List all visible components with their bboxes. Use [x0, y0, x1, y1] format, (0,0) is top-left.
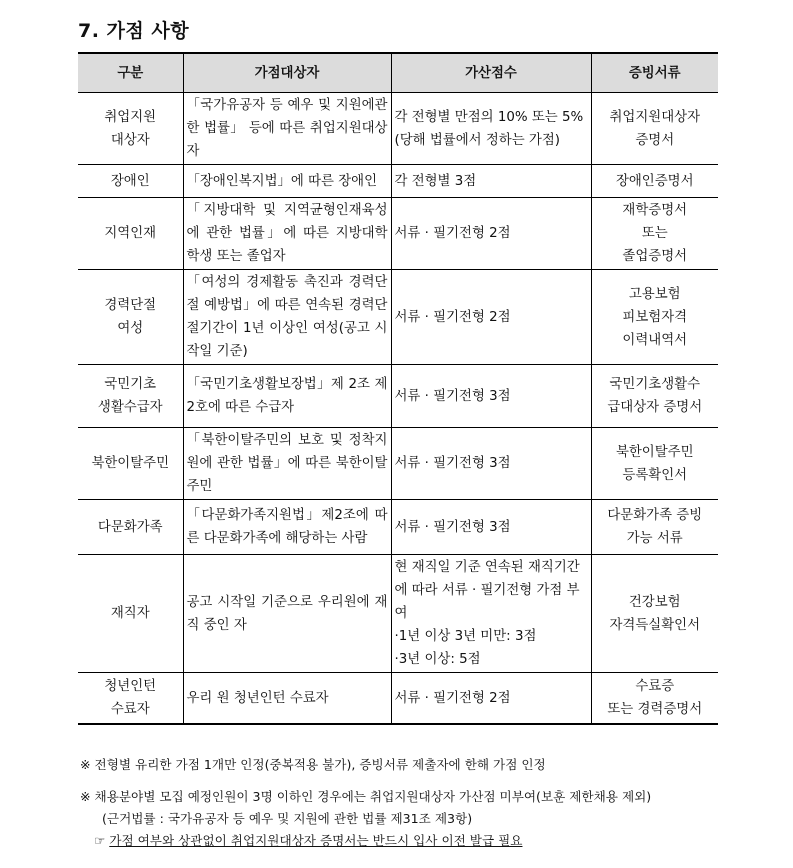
target-cell: 「북한이탈주민의 보호 및 정착지원에 관한 법률」에 따른 북한이탈주민	[183, 428, 391, 500]
table-row	[78, 673, 718, 725]
target-cell: 「국가유공자 등 예우 및 지원에관한 법률」 등에 따른 취업지원대상자	[183, 93, 391, 165]
table-row	[78, 198, 718, 270]
header-documents: 증빙서류	[591, 53, 718, 93]
points-cell: 서류 · 필기전형 2점	[391, 270, 591, 365]
target-cell: 「지방대학 및 지역균형인재육성에 관한 법률」에 따른 지방대학 학생 또는 졸업자	[183, 198, 391, 270]
documents-cell: 취업지원대상자 증명서	[591, 93, 718, 165]
documents-cell: 국민기초생활수 급대상자 증명서	[591, 365, 718, 428]
target-cell: 「다문화가족지원법」제2조에 따른 다문화가족에 해당하는 사람	[183, 500, 391, 555]
category-cell: 북한이탈주민	[78, 428, 183, 500]
documents-cell: 수료증 또는 경력증명서	[591, 673, 718, 725]
category-cell: 청년인턴 수료자	[78, 673, 183, 725]
note-certificate-tip	[80, 830, 730, 852]
documents-cell: 북한이탈주민 등록확인서	[591, 428, 718, 500]
note-duplicate-bonus: ※ 전형별 유리한 가점 1개만 인정(중복적용 불가), 증빙서류 제출자에 한해 가점 인정	[80, 757, 546, 772]
bonus-points-table	[78, 52, 718, 725]
header-category: 구분	[78, 53, 183, 93]
target-cell: 공고 시작일 기준으로 우리원에 재직 중인 자	[183, 555, 391, 673]
points-cell: 서류 · 필기전형 3점	[391, 365, 591, 428]
category-cell: 경력단절 여성	[78, 270, 183, 365]
tip-text: 가점 여부와 상관없이 취업지원대상자 증명서는 반드시 입사 이전 발급 필요	[109, 833, 523, 848]
header-target: 가점대상자	[183, 53, 391, 93]
category-cell: 취업지원 대상자	[78, 93, 183, 165]
points-cell: 현 재직일 기준 연속된 재직기간에 따라 서류 · 필기전형 가점 부여 ·1년 이상 3년 미만: 3점 ·3년 이상: 5점	[391, 555, 591, 673]
header-points: 가산점수	[391, 53, 591, 93]
category-cell: 다문화가족	[78, 500, 183, 555]
documents-cell: 재학증명서 또는 졸업증명서	[591, 198, 718, 270]
category-cell: 재직자	[78, 555, 183, 673]
table-row	[78, 165, 718, 198]
points-cell: 서류 · 필기전형 3점	[391, 428, 591, 500]
table-row	[78, 93, 718, 165]
table-row	[78, 500, 718, 555]
documents-cell: 고용보험 피보험자격 이력내역서	[591, 270, 718, 365]
category-cell: 장애인	[78, 165, 183, 198]
table-row	[78, 428, 718, 500]
points-cell: 서류 · 필기전형 3점	[391, 500, 591, 555]
pointing-hand-icon: ☞	[94, 833, 106, 848]
points-cell: 서류 · 필기전형 2점	[391, 198, 591, 270]
documents-cell: 건강보험 자격득실확인서	[591, 555, 718, 673]
target-cell: 「여성의 경제활동 촉진과 경력단절 예방법」에 따른 연속된 경력단절기간이 1년 이상인 여성(공고 시작일 기준)	[183, 270, 391, 365]
table-header-row	[78, 53, 718, 93]
note-legal-basis: (근거법률 : 국가유공자 등 예우 및 지원에 관한 법률 제31조 제3항)	[102, 811, 473, 826]
note-small-recruitment: ※ 채용분야별 모집 예정인원이 3명 이하인 경우에는 취업지원대상자 가산점 미부여(보훈 제한채용 제외)	[80, 789, 652, 804]
note-spacer	[80, 776, 730, 786]
target-cell: 우리 원 청년인턴 수료자	[183, 673, 391, 725]
section-title: 7. 가점 사항	[78, 20, 190, 42]
points-cell: 각 전형별 만점의 10% 또는 5% (당해 법률에서 정하는 가점)	[391, 93, 591, 165]
points-cell: 서류 · 필기전형 2점	[391, 673, 591, 725]
documents-cell: 다문화가족 증빙 가능 서류	[591, 500, 718, 555]
table-row	[78, 270, 718, 365]
notes-section	[80, 754, 730, 852]
category-cell: 지역인재	[78, 198, 183, 270]
table-row	[78, 365, 718, 428]
target-cell: 「장애인복지법」에 따른 장애인	[183, 165, 391, 198]
category-cell: 국민기초 생활수급자	[78, 365, 183, 428]
points-cell: 각 전형별 3점	[391, 165, 591, 198]
target-cell: 「국민기초생활보장법」제 2조 제2호에 따른 수급자	[183, 365, 391, 428]
documents-cell: 장애인증명서	[591, 165, 718, 198]
table-row	[78, 555, 718, 673]
